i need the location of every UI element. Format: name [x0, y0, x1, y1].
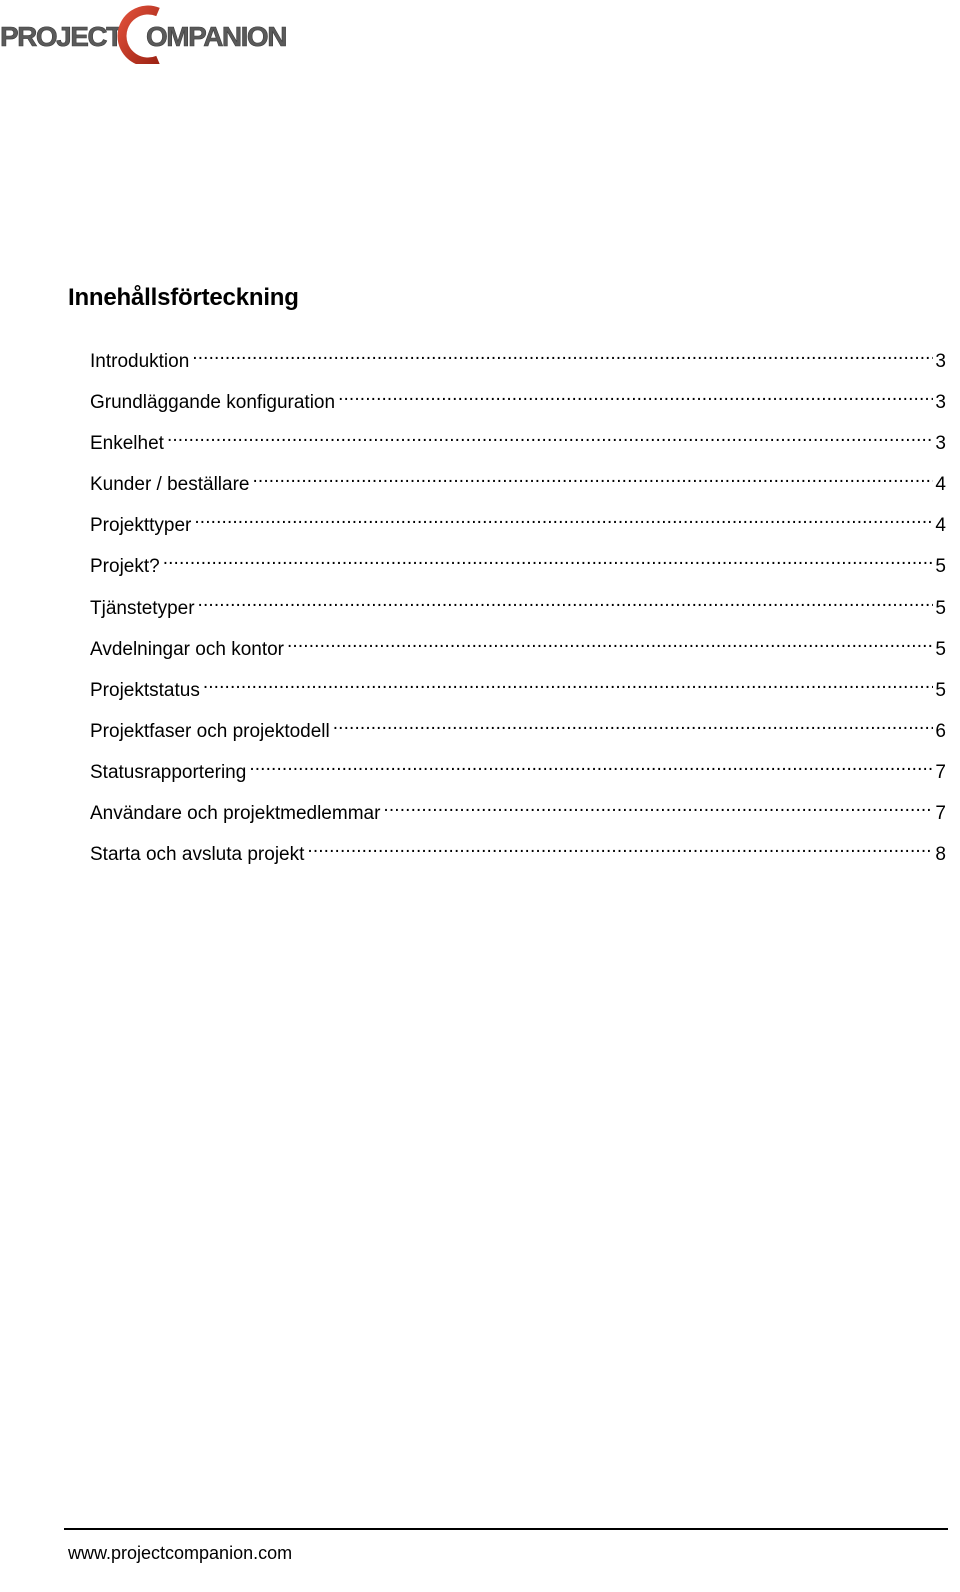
toc-dot-leader	[383, 793, 933, 819]
toc-dot-leader	[194, 505, 933, 531]
toc-entry-page: 5	[935, 679, 946, 701]
toc-entry-label: Grundläggande konfiguration	[90, 392, 336, 414]
toc-entry-page: 5	[935, 638, 946, 660]
toc-entry[interactable]	[90, 752, 950, 793]
toc-dot-leader	[333, 711, 934, 737]
toc-dot-leader	[338, 382, 933, 408]
toc-entry-page: 7	[935, 761, 946, 783]
toc-dot-leader	[287, 629, 933, 655]
toc-entry[interactable]	[90, 464, 950, 505]
footer-website-url[interactable]: www.projectcompanion.com	[68, 1543, 293, 1563]
toc-entry-page: 7	[935, 803, 946, 825]
svg-text:PROJECT: PROJECT	[0, 21, 122, 52]
toc-entry-page: 3	[935, 433, 946, 455]
toc-entry-label: Användare och projektmedlemmar	[90, 803, 381, 825]
toc-entry[interactable]	[90, 793, 950, 834]
toc-entry[interactable]	[90, 711, 950, 752]
toc-entry-label: Introduktion	[90, 351, 190, 372]
toc-dot-leader	[253, 464, 934, 490]
toc-entry-label: Avdelningar och kontor	[90, 638, 284, 660]
toc-dot-leader	[307, 834, 933, 860]
toc-entry-page: 3	[935, 392, 946, 414]
toc-entry-page: 4	[935, 515, 946, 537]
toc-entry[interactable]	[90, 834, 950, 875]
toc-entry-page: 8	[935, 844, 946, 866]
toc-entry[interactable]	[90, 341, 950, 382]
toc-entry-page: 5	[935, 556, 946, 578]
toc-entry-label: Enkelhet	[90, 433, 164, 455]
toc-entry[interactable]	[90, 382, 950, 423]
toc-entry-page: 6	[935, 720, 946, 742]
toc-entry-label: Projektstatus	[90, 679, 200, 701]
toc-dot-leader	[249, 752, 933, 778]
footer-divider	[64, 1528, 948, 1530]
toc-entry-label: Starta och avsluta projekt	[90, 844, 305, 866]
toc-entry-page: 5	[935, 597, 946, 619]
toc-entry-label: Kunder / beställare	[90, 474, 250, 496]
toc-entry[interactable]	[90, 423, 950, 464]
toc-entry-label: Statusrapportering	[90, 761, 247, 783]
toc-entry[interactable]	[90, 546, 950, 587]
toc-dot-leader	[163, 546, 934, 572]
toc-entry-page: 3	[935, 351, 946, 372]
toc-dot-leader	[198, 588, 934, 614]
toc-entry-label: Projekttyper	[90, 515, 192, 537]
toc-dot-leader	[192, 341, 933, 367]
toc-dot-leader	[167, 423, 933, 449]
toc-entry[interactable]	[90, 629, 950, 670]
svg-text:OMPANION: OMPANION	[146, 21, 286, 52]
toc-entry-page: 4	[935, 474, 946, 496]
project-companion-logo	[0, 4, 300, 64]
toc-entry[interactable]	[90, 505, 950, 546]
toc-entry[interactable]	[90, 588, 950, 629]
toc-entry-label: Projekt?	[90, 556, 160, 578]
toc-title: Innehållsförteckning	[68, 284, 299, 311]
toc-entry-label: Projektfaser och projektodell	[90, 720, 330, 742]
toc-dot-leader	[203, 670, 934, 696]
toc-list	[90, 341, 950, 875]
toc-entry[interactable]	[90, 670, 950, 711]
toc-entry-label: Tjänstetyper	[90, 597, 195, 619]
